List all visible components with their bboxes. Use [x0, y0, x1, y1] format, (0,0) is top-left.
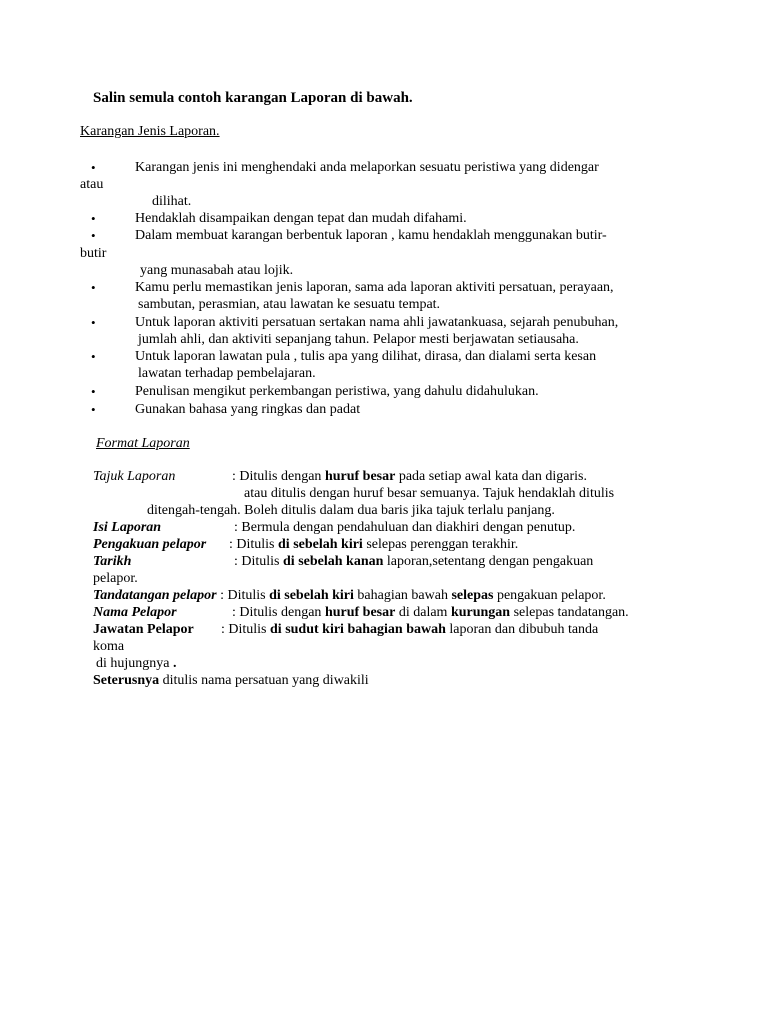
format-desc-jawatan: : Ditulis di sudut kiri bahagian bawah laporan dan dibubuh tanda — [221, 622, 599, 637]
format-desc-tarikh: : Ditulis di sebelah kanan laporan,setentang dengan pengakuan — [234, 554, 594, 569]
format-heading: Format Laporan — [96, 436, 190, 451]
format-desc-jawatan-cont: koma — [93, 639, 125, 654]
bullet-text-cont: sambutan, perasmian, atau lawatan ke sesuatu tempat. — [138, 297, 441, 312]
format-desc-jawatan-cont: di hujungnya . — [96, 656, 177, 671]
format-desc-tarikh-cont: pelapor. — [93, 571, 138, 586]
format-label-jawatan: Jawatan Pelapor — [93, 622, 194, 637]
format-label-nama: Nama Pelapor — [93, 605, 177, 620]
page-title: Salin semula contoh karangan Laporan di bawah. — [93, 90, 413, 106]
section-heading: Karangan Jenis Laporan. — [80, 124, 220, 139]
format-label-tajuk: Tajuk Laporan — [93, 469, 176, 484]
format-desc-tajuk-cont: atau ditulis dengan huruf besar semuanya. Tajuk hendaklah ditulis — [244, 486, 615, 501]
bullet-text-cont: dilihat. — [152, 194, 192, 209]
format-label-tarikh: Tarikh — [93, 554, 132, 569]
format-desc-nama: : Ditulis dengan huruf besar di dalam kurungan selepas tandatangan. — [232, 605, 629, 620]
bullet-text-wrap: butir — [80, 246, 107, 261]
bullet-text: Hendaklah disampaikan dengan tepat dan mudah difahami. — [135, 211, 467, 226]
format-desc-tajuk: : Ditulis dengan huruf besar pada setiap awal kata dan digaris. — [232, 469, 587, 484]
bullet-icon: • — [91, 384, 96, 399]
bullet-icon: • — [91, 315, 96, 330]
format-label-tandatangan: Tandatangan pelapor — [93, 588, 217, 603]
format-seterusnya: Seterusnya ditulis nama persatuan yang diwakili — [93, 673, 369, 688]
bullet-icon: • — [91, 160, 96, 175]
bullet-icon: • — [91, 228, 96, 243]
bullet-text: Untuk laporan aktiviti persatuan sertakan nama ahli jawatankuasa, sejarah penubuhan, — [135, 315, 619, 330]
format-label-pengakuan: Pengakuan pelapor — [93, 537, 207, 552]
bullet-icon: • — [91, 280, 96, 295]
bullet-text-cont: lawatan terhadap pembelajaran. — [138, 366, 316, 381]
bullet-text: Karangan jenis ini menghendaki anda melaporkan sesuatu peristiwa yang didengar — [135, 160, 599, 175]
format-row-tandatangan: Tandatangan pelapor : Ditulis di sebelah kiri bahagian bawah selepas pengakuan pelapor. — [93, 588, 606, 603]
bullet-icon: • — [91, 349, 96, 364]
bullet-text: Gunakan bahasa yang ringkas dan padat — [135, 402, 361, 417]
format-label-isi: Isi Laporan — [93, 520, 162, 535]
bullet-text-cont: yang munasabah atau lojik. — [140, 263, 294, 278]
bullet-text: Penulisan mengikut perkembangan peristiwa, yang dahulu didahulukan. — [135, 384, 539, 399]
bullet-icon: • — [91, 211, 96, 226]
bullet-text-wrap: atau — [80, 177, 104, 192]
bullet-text: Dalam membuat karangan berbentuk laporan , kamu hendaklah menggunakan butir- — [135, 228, 607, 243]
bullet-text-cont: jumlah ahli, dan aktiviti sepanjang tahun. Pelapor mesti berjawatan setiausaha. — [138, 332, 579, 347]
format-desc-tajuk-cont: ditengah-tengah. Boleh ditulis dalam dua baris jika tajuk terlalu panjang. — [147, 503, 555, 518]
format-desc-isi: : Bermula dengan pendahuluan dan diakhiri dengan penutup. — [234, 520, 576, 535]
format-desc-pengakuan: : Ditulis di sebelah kiri selepas perenggan terakhir. — [229, 537, 519, 552]
bullet-text: Untuk laporan lawatan pula , tulis apa yang dilihat, dirasa, dan dialami serta kesan — [135, 349, 597, 364]
bullet-icon: • — [91, 402, 96, 417]
bullet-text: Kamu perlu memastikan jenis laporan, sama ada laporan aktiviti persatuan, perayaan, — [135, 280, 614, 295]
